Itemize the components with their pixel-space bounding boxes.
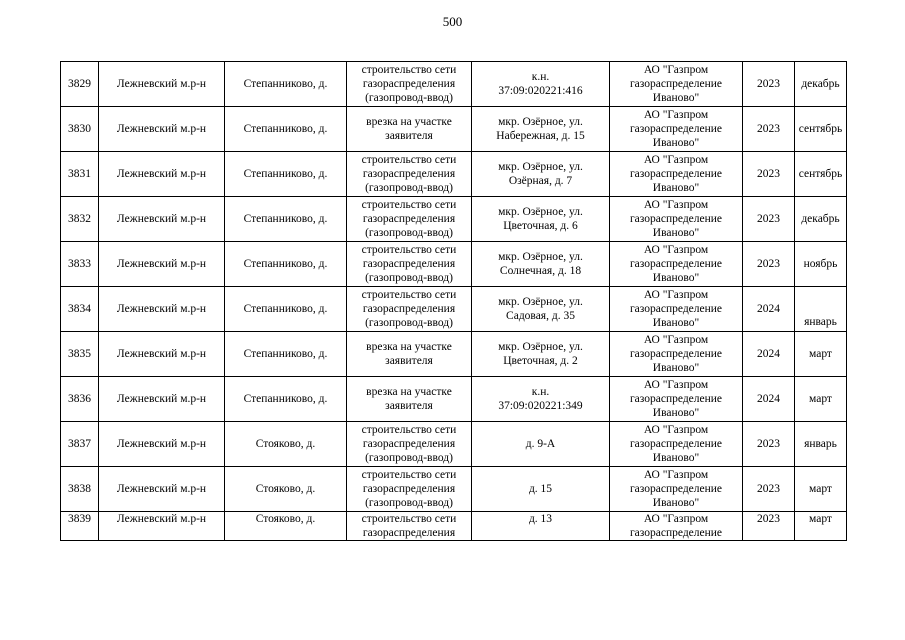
cell-settlement: Стояково, д.: [225, 512, 347, 541]
cell-address-line: Цветочная, д. 2: [503, 355, 578, 367]
cell-work-line: врезка на участке: [366, 116, 452, 128]
cell-org-line: газораспределение: [629, 438, 723, 450]
cell-org: [610, 377, 743, 422]
cell-address-line: д. 15: [528, 483, 553, 495]
cell-org-line: АО "Газпром: [643, 64, 709, 76]
cell-org-line: АО "Газпром: [643, 469, 709, 481]
table-row: [61, 377, 847, 422]
cell-district: Лежневский м.р-н: [99, 242, 225, 287]
cell-settlement: Стояково, д.: [225, 422, 347, 467]
cell-settlement: Степанниково, д.: [225, 242, 347, 287]
table-row: [61, 242, 847, 287]
cell-org-line: газораспределение: [629, 483, 723, 495]
cell-address: [472, 152, 610, 197]
cell-org-line: Иваново": [652, 452, 700, 464]
cell-work-line: газораспределения: [362, 258, 456, 270]
cell-month: март: [795, 332, 847, 377]
cell-work-line: (газопровод-ввод): [365, 272, 453, 284]
cell-address-line: мкр. Озёрное, ул.: [498, 251, 583, 263]
cell-month: декабрь: [795, 62, 847, 107]
cell-work-line: врезка на участке: [366, 341, 452, 353]
cell-address-line: мкр. Озёрное, ул.: [498, 206, 583, 218]
cell-org-line: Иваново": [652, 362, 700, 374]
cell-org: [610, 332, 743, 377]
cell-num: 3831: [61, 152, 99, 197]
cell-address: [472, 107, 610, 152]
cell-address-line: мкр. Озёрное, ул.: [498, 296, 583, 308]
table-row: [61, 287, 847, 332]
cell-year: 2024: [743, 287, 795, 332]
cell-year: 2023: [743, 62, 795, 107]
cell-address: [472, 197, 610, 242]
cell-work-line: заявителя: [385, 400, 433, 412]
cell-address-line: мкр. Озёрное, ул.: [498, 116, 583, 128]
cell-year: 2023: [743, 512, 795, 541]
cell-address: [472, 62, 610, 107]
cell-num: 3834: [61, 287, 99, 332]
cell-work: [347, 197, 472, 242]
cell-org: [610, 62, 743, 107]
cell-district: Лежневский м.р-н: [99, 62, 225, 107]
cell-num: 3832: [61, 197, 99, 242]
cell-work-line: заявителя: [385, 355, 433, 367]
cell-address-line: Садовая, д. 35: [506, 310, 575, 322]
cell-settlement: Степанниково, д.: [225, 107, 347, 152]
cell-district: Лежневский м.р-н: [99, 512, 225, 541]
cell-work-line: (газопровод-ввод): [365, 317, 453, 329]
cell-address: [472, 287, 610, 332]
cell-org-line: газораспределение: [629, 393, 723, 405]
cell-org-line: АО "Газпром: [643, 513, 709, 525]
cell-month: сентябрь: [795, 152, 847, 197]
cell-year: 2023: [743, 242, 795, 287]
cell-work: [347, 512, 472, 541]
cell-address: [472, 332, 610, 377]
cell-org-line: Иваново": [652, 92, 700, 104]
cell-num: 3835: [61, 332, 99, 377]
cell-month: январь: [795, 422, 847, 467]
cell-year: 2023: [743, 152, 795, 197]
cell-address-line: 37:09:020221:416: [498, 85, 583, 97]
cell-year: 2024: [743, 377, 795, 422]
cell-work-line: (газопровод-ввод): [365, 92, 453, 104]
cell-org-line: газораспределение: [629, 258, 723, 270]
cell-num: 3829: [61, 62, 99, 107]
cell-org-line: АО "Газпром: [643, 424, 709, 436]
cell-district: Лежневский м.р-н: [99, 422, 225, 467]
cell-work: [347, 152, 472, 197]
cell-year: 2023: [743, 197, 795, 242]
cell-address: [472, 377, 610, 422]
cell-work-line: строительство сети: [361, 199, 457, 211]
cell-work-line: газораспределения: [362, 527, 456, 539]
cell-work-line: строительство сети: [361, 64, 457, 76]
cell-work-line: (газопровод-ввод): [365, 452, 453, 464]
cell-work: [347, 287, 472, 332]
cell-org-line: Иваново": [652, 227, 700, 239]
cell-address-line: Цветочная, д. 6: [503, 220, 578, 232]
cell-org: [610, 242, 743, 287]
table-row: [61, 197, 847, 242]
cell-num: 3836: [61, 377, 99, 422]
cell-org-line: газораспределение: [629, 348, 723, 360]
cell-org-line: Иваново": [652, 182, 700, 194]
cell-org-line: АО "Газпром: [643, 244, 709, 256]
cell-num: 3833: [61, 242, 99, 287]
cell-district: Лежневский м.р-н: [99, 287, 225, 332]
cell-district: Лежневский м.р-н: [99, 107, 225, 152]
cell-org: [610, 107, 743, 152]
cell-settlement: Степанниково, д.: [225, 377, 347, 422]
cell-work-line: заявителя: [385, 130, 433, 142]
cell-work: [347, 332, 472, 377]
cell-settlement: Степанниково, д.: [225, 152, 347, 197]
cell-address-line: мкр. Озёрное, ул.: [498, 341, 583, 353]
cell-org-line: Иваново": [652, 272, 700, 284]
cell-year: 2023: [743, 422, 795, 467]
cell-num: 3837: [61, 422, 99, 467]
cell-work-line: (газопровод-ввод): [365, 182, 453, 194]
cell-work-line: газораспределения: [362, 438, 456, 450]
gas-connection-table: [60, 61, 847, 541]
cell-work: [347, 62, 472, 107]
cell-work-line: строительство сети: [361, 154, 457, 166]
cell-work-line: газораспределения: [362, 78, 456, 90]
cell-org-line: газораспределение: [629, 303, 723, 315]
cell-org-line: газораспределение: [629, 168, 723, 180]
cell-num: 3838: [61, 467, 99, 512]
cell-org-line: Иваново": [652, 407, 700, 419]
cell-work: [347, 107, 472, 152]
cell-work-line: (газопровод-ввод): [365, 497, 453, 509]
cell-work: [347, 467, 472, 512]
cell-district: Лежневский м.р-н: [99, 467, 225, 512]
cell-org: [610, 422, 743, 467]
cell-month: декабрь: [795, 197, 847, 242]
table-row: [61, 107, 847, 152]
cell-org: [610, 197, 743, 242]
cell-num: 3830: [61, 107, 99, 152]
table-row: [61, 332, 847, 377]
page-number: 500: [442, 14, 463, 29]
table-row: [61, 422, 847, 467]
cell-work-line: строительство сети: [361, 289, 457, 301]
cell-org-line: АО "Газпром: [643, 154, 709, 166]
cell-org-line: Иваново": [652, 317, 700, 329]
cell-num: 3839: [61, 512, 99, 541]
cell-district: Лежневский м.р-н: [99, 332, 225, 377]
cell-settlement: Степанниково, д.: [225, 197, 347, 242]
cell-org: [610, 467, 743, 512]
cell-year: 2024: [743, 332, 795, 377]
cell-settlement: Степанниково, д.: [225, 287, 347, 332]
cell-work-line: строительство сети: [361, 244, 457, 256]
cell-org-line: газораспределение: [629, 78, 723, 90]
cell-org-line: АО "Газпром: [643, 379, 709, 391]
cell-work-line: врезка на участке: [366, 386, 452, 398]
cell-org-line: АО "Газпром: [643, 289, 709, 301]
cell-district: Лежневский м.р-н: [99, 377, 225, 422]
cell-month: сентябрь: [795, 107, 847, 152]
cell-org: [610, 287, 743, 332]
cell-address-line: Озёрная, д. 7: [508, 175, 573, 187]
cell-org-line: Иваново": [652, 497, 700, 509]
cell-work-line: газораспределения: [362, 213, 456, 225]
table-row: [61, 512, 847, 541]
cell-month: январь: [795, 287, 847, 332]
cell-address: [472, 467, 610, 512]
cell-address: [472, 422, 610, 467]
table-row: [61, 62, 847, 107]
cell-work-line: газораспределения: [362, 483, 456, 495]
cell-org-line: АО "Газпром: [643, 109, 709, 121]
cell-month: ноябрь: [795, 242, 847, 287]
cell-address-line: мкр. Озёрное, ул.: [498, 161, 583, 173]
cell-year: 2023: [743, 107, 795, 152]
cell-work: [347, 422, 472, 467]
table-row: [61, 467, 847, 512]
cell-year: 2023: [743, 467, 795, 512]
cell-work-line: строительство сети: [361, 469, 457, 481]
cell-org-line: Иваново": [652, 137, 700, 149]
cell-address-line: 37:09:020221:349: [498, 400, 583, 412]
cell-address-line: д. 9-А: [525, 438, 556, 450]
cell-address-line: Набережная, д. 15: [496, 130, 585, 142]
cell-month: март: [795, 377, 847, 422]
cell-org-line: АО "Газпром: [643, 334, 709, 346]
cell-settlement: Степанниково, д.: [225, 332, 347, 377]
cell-settlement: Стояково, д.: [225, 467, 347, 512]
cell-org: [610, 152, 743, 197]
cell-org: [610, 512, 743, 541]
cell-org-line: газораспределение: [629, 123, 723, 135]
cell-org-line: газораспределение: [629, 527, 723, 539]
cell-work-line: строительство сети: [361, 424, 457, 436]
table-row: [61, 152, 847, 197]
cell-address-line: д. 13: [528, 513, 553, 525]
cell-district: Лежневский м.р-н: [99, 152, 225, 197]
cell-work-line: газораспределения: [362, 168, 456, 180]
cell-org-line: газораспределение: [629, 213, 723, 225]
cell-work-line: строительство сети: [361, 513, 457, 525]
cell-org-line: АО "Газпром: [643, 199, 709, 211]
cell-month: март: [795, 467, 847, 512]
cell-district: Лежневский м.р-н: [99, 197, 225, 242]
cell-month: март: [795, 512, 847, 541]
cell-address-line: к.н.: [531, 386, 550, 398]
cell-address-line: Солнечная, д. 18: [499, 265, 582, 277]
cell-address: [472, 512, 610, 541]
cell-work-line: газораспределения: [362, 303, 456, 315]
cell-address-line: к.н.: [531, 71, 550, 83]
cell-settlement: Степанниково, д.: [225, 62, 347, 107]
cell-work: [347, 242, 472, 287]
cell-address: [472, 242, 610, 287]
cell-work-line: (газопровод-ввод): [365, 227, 453, 239]
cell-work: [347, 377, 472, 422]
